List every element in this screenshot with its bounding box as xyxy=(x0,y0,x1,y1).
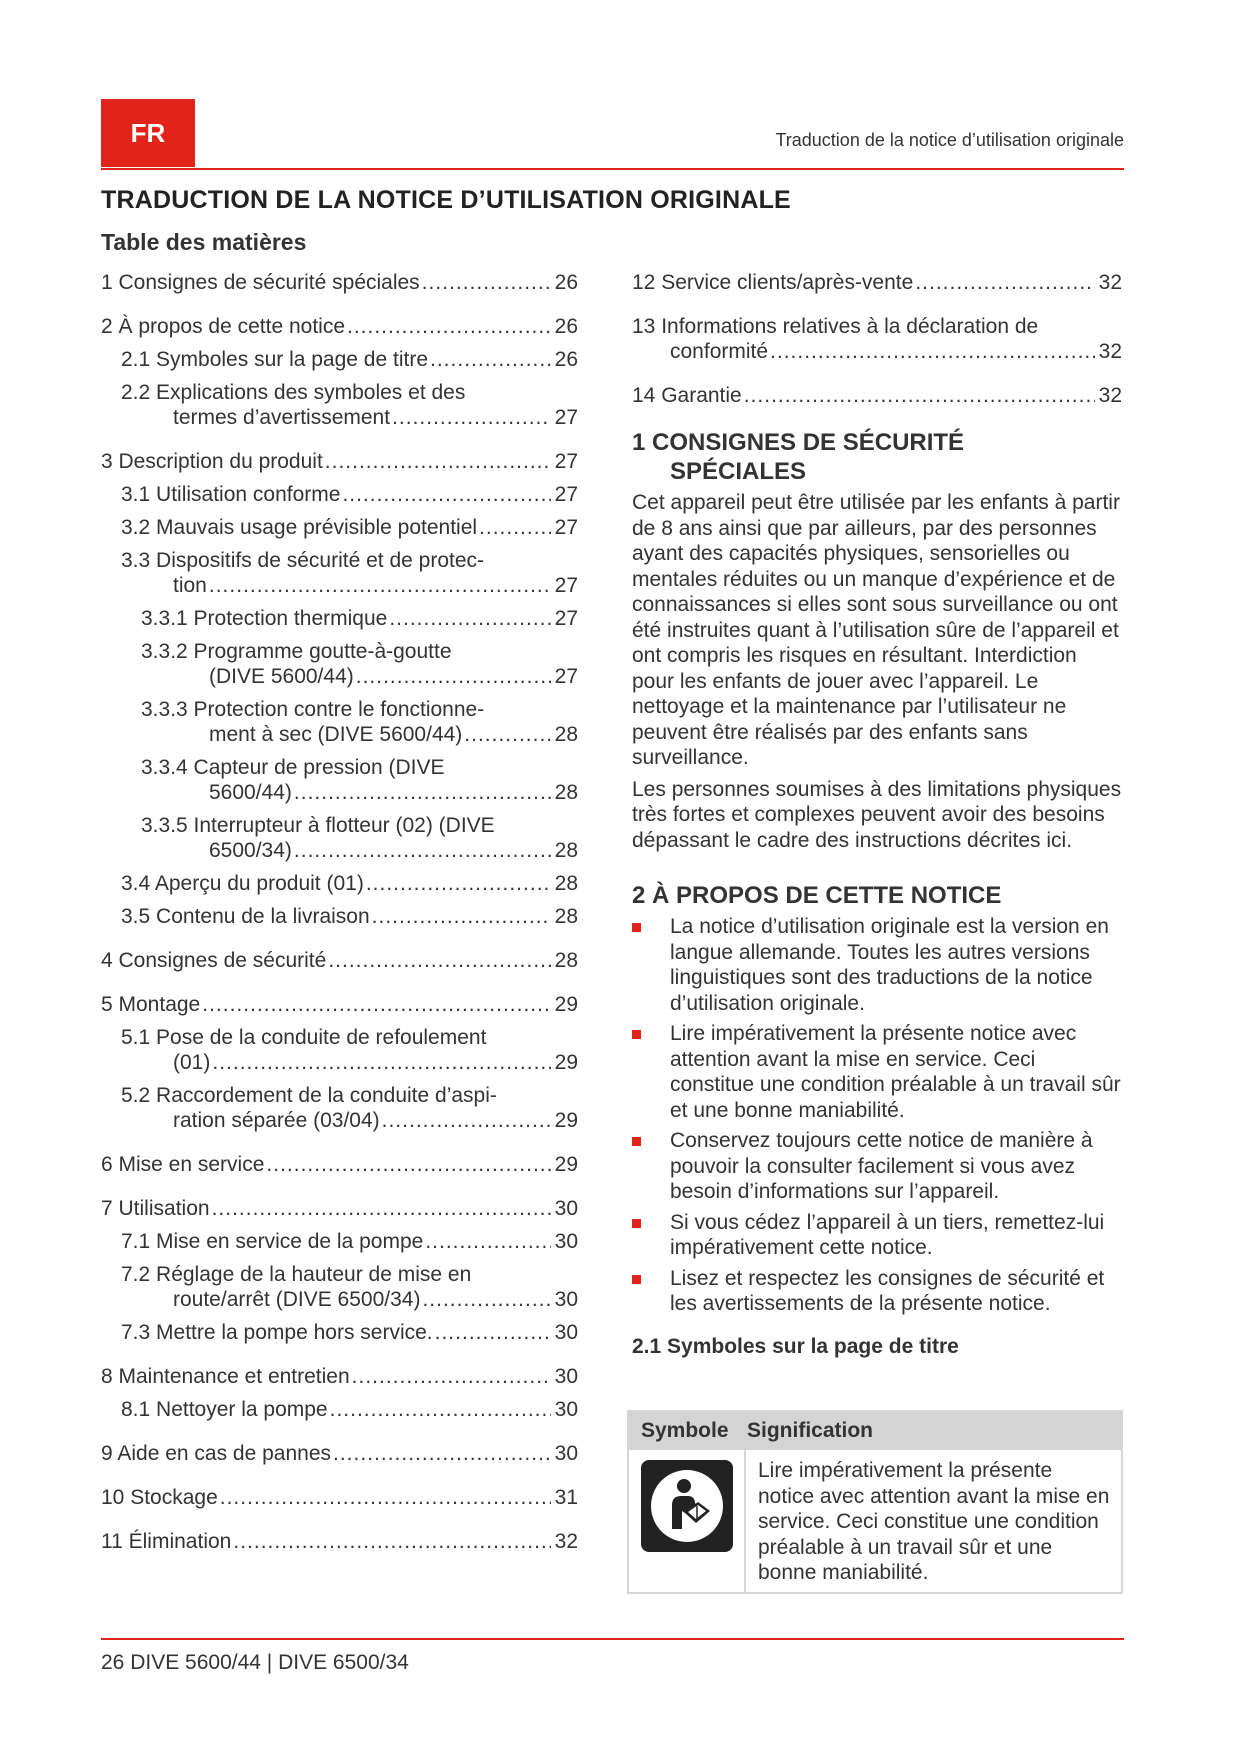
toc-leader xyxy=(382,1108,551,1133)
toc-page-number: 27 xyxy=(554,574,578,597)
toc-entry-label: route/arrêt (DIVE 6500/34) xyxy=(173,1288,421,1311)
toc-entry[interactable] xyxy=(632,314,1122,364)
toc-entry-label: 10 Stockage xyxy=(101,1486,218,1509)
toc-leader xyxy=(435,1320,551,1345)
toc-entry-label: 5.1 Pose de la conduite de refoulement xyxy=(121,1026,487,1049)
toc-page-number: 29 xyxy=(554,1153,578,1176)
toc-leader xyxy=(422,1287,550,1312)
bullet-marker xyxy=(632,1030,641,1039)
running-header: Traduction de la notice d’utilisation originale xyxy=(775,130,1124,150)
toc-entry[interactable] xyxy=(101,347,578,372)
toc-entry-label: 6500/34) xyxy=(209,839,292,862)
toc-entry-label: 3 Description du produit xyxy=(101,450,323,473)
toc-heading: Table des matières xyxy=(101,229,307,255)
toc-entry-label: 3.3.4 Capteur de pression (DIVE xyxy=(141,756,445,779)
list-item xyxy=(632,1021,1122,1123)
section-2-1-heading: 2.1 Symboles sur la page de titre xyxy=(632,1334,959,1358)
language-code: FR xyxy=(130,117,166,148)
language-tab xyxy=(101,99,195,167)
toc-entry[interactable] xyxy=(101,270,578,295)
section-1-heading xyxy=(632,428,1122,486)
toc-entry-label: ration séparée (03/04) xyxy=(173,1109,380,1132)
toc-entry[interactable] xyxy=(101,948,578,973)
toc-entry-label: 7.1 Mise en service de la pompe xyxy=(121,1230,424,1253)
toc-entry-label: 2 À propos de cette notice xyxy=(101,315,345,338)
toc-entry-label: 3.4 Aperçu du produit (01) xyxy=(121,872,364,895)
toc-leader xyxy=(425,1229,550,1254)
toc-leader xyxy=(479,515,551,540)
table-of-contents xyxy=(101,270,578,1554)
toc-page-number: 30 xyxy=(554,1398,578,1421)
list-item xyxy=(632,1210,1122,1261)
toc-entry-label: 8.1 Nettoyer la pompe xyxy=(121,1398,328,1421)
toc-page-number: 27 xyxy=(554,483,578,506)
toc-entry[interactable] xyxy=(632,383,1122,408)
toc-page-number: 30 xyxy=(554,1288,578,1311)
toc-leader xyxy=(325,449,551,474)
toc-entry[interactable] xyxy=(101,606,578,631)
toc-entry-label: (DIVE 5600/44) xyxy=(209,665,354,688)
header-divider xyxy=(101,168,1124,170)
document-title: TRADUCTION DE LA NOTICE D’UTILISATION ORIGINALE xyxy=(101,186,791,214)
toc-entry[interactable] xyxy=(101,1320,578,1345)
toc-entry[interactable] xyxy=(101,1083,578,1133)
toc-page-number: 26 xyxy=(554,348,578,371)
toc-page-number: 28 xyxy=(554,872,578,895)
symbol-table xyxy=(627,1410,1123,1594)
toc-page-number: 29 xyxy=(554,1109,578,1132)
toc-entry-label: 7.3 Mettre la pompe hors service. xyxy=(121,1321,433,1344)
toc-page-number: 27 xyxy=(554,607,578,630)
toc-entry-label: 3.3 Dispositifs de sécurité et de protec- xyxy=(121,549,485,572)
section-1-heading-line1: 1 CONSIGNES DE SÉCURITÉ xyxy=(632,429,965,456)
toc-entry[interactable] xyxy=(101,871,578,896)
toc-entry[interactable] xyxy=(101,1152,578,1177)
toc-entry-label: 11 Élimination xyxy=(101,1530,232,1553)
toc-page-number: 30 xyxy=(554,1442,578,1465)
toc-entry-label: 5 Montage xyxy=(101,993,201,1016)
toc-leader xyxy=(915,270,1094,295)
toc-page-number: 28 xyxy=(554,723,578,746)
toc-entry-label: 12 Service clients/après-vente xyxy=(632,271,914,294)
toc-leader xyxy=(333,1441,551,1466)
column-header-symbol: Symbole xyxy=(641,1419,729,1442)
toc-entry[interactable] xyxy=(101,515,578,540)
toc-leader xyxy=(342,482,550,507)
toc-page-number: 32 xyxy=(1098,340,1122,363)
toc-leader xyxy=(430,347,551,372)
section-1-heading-line2: SPÉCIALES xyxy=(670,458,807,485)
footer-divider xyxy=(101,1638,1124,1640)
toc-entry[interactable] xyxy=(101,1262,578,1312)
section-2-heading: 2 À PROPOS DE CETTE NOTICE xyxy=(632,882,1002,909)
toc-page-number: 30 xyxy=(554,1365,578,1388)
toc-entry[interactable] xyxy=(101,482,578,507)
toc-page-number: 32 xyxy=(1098,384,1122,407)
toc-entry-label: conformité xyxy=(670,340,769,363)
toc-page-number: 27 xyxy=(554,406,578,429)
toc-entry-label: 4 Consignes de sécurité xyxy=(101,949,327,972)
right-column xyxy=(632,270,1122,1359)
toc-page-number: 28 xyxy=(554,905,578,928)
list-item-text: Si vous cédez l’appareil à un tiers, remettez-lui impérativement cette notice. xyxy=(670,1210,1105,1259)
notice-bullet-list xyxy=(632,914,1122,1317)
toc-entry-label: 3.2 Mauvais usage prévisible potentiel xyxy=(121,516,478,539)
toc-page-number: 26 xyxy=(554,315,578,338)
toc-entry-label: 5600/44) xyxy=(209,781,292,804)
toc-entry[interactable] xyxy=(101,1441,578,1466)
toc-leader xyxy=(389,606,550,631)
list-item xyxy=(632,1266,1122,1317)
toc-entry-label: 2.1 Symboles sur la page de titre xyxy=(121,348,429,371)
toc-entry[interactable] xyxy=(101,380,578,430)
toc-leader xyxy=(266,1152,550,1177)
table-of-contents-continued xyxy=(632,270,1122,408)
list-item xyxy=(632,1128,1122,1205)
toc-entry-label: 1 Consignes de sécurité spéciales xyxy=(101,271,420,294)
safety-paragraph: Cet appareil peut être utilisée par les enfants à partir de 8 ans ainsi que par ailleurs, par des personnes ayant des capacités physiques, sensorielles ou mentales réduites ou un manque d’expérience et de connaissances si elles sont sous surveillance ou ont été instruites quant à l’utilisation sûre de l’appareil et ont compris les risques en résultant. Interdiction pour les enfants de jouer avec l’appareil. Le nettoyage et la maintenance par l’utilisateur ne peuvent être réalisés par des enfants sans surveillance. xyxy=(632,491,1120,769)
toc-entry-label: 3.1 Utilisation conforme xyxy=(121,483,341,506)
toc-entry[interactable] xyxy=(101,1485,578,1510)
toc-leader xyxy=(464,722,550,747)
bullet-marker xyxy=(632,1137,641,1146)
toc-entry[interactable] xyxy=(101,548,578,598)
toc-page-number: 27 xyxy=(554,516,578,539)
toc-entry-label: 3.5 Contenu de la livraison xyxy=(121,905,370,928)
symbol-table-header xyxy=(629,1412,1121,1450)
toc-leader xyxy=(328,948,550,973)
toc-entry-label: 6 Mise en service xyxy=(101,1153,265,1176)
toc-entry[interactable] xyxy=(101,1229,578,1254)
toc-page-number: 26 xyxy=(554,271,578,294)
bullet-marker xyxy=(632,1275,641,1284)
toc-entry-label: 7.2 Réglage de la hauteur de mise en xyxy=(121,1263,472,1286)
toc-page-number: 27 xyxy=(554,665,578,688)
toc-entry-label: 2.2 Explications des symboles et des xyxy=(121,381,466,404)
page-footer: 26 DIVE 5600/44 | DIVE 6500/34 xyxy=(101,1651,409,1674)
toc-entry-label: 9 Aide en cas de pannes xyxy=(101,1442,332,1465)
toc-leader xyxy=(233,1529,550,1554)
toc-leader xyxy=(422,270,551,295)
toc-entry-label: termes d’avertissement xyxy=(173,406,391,429)
limitations-paragraph: Les personnes soumises à des limitations physiques très fortes et complexes peuvent avoir des besoins dépassant le cadre des instructions décrites ici. xyxy=(632,777,1122,852)
toc-page-number: 29 xyxy=(554,1051,578,1074)
toc-leader xyxy=(392,405,551,430)
toc-entry-label: 14 Garantie xyxy=(632,384,742,407)
toc-entry-label: 5.2 Raccordement de la conduite d’aspi- xyxy=(121,1084,497,1107)
toc-entry-label: ment à sec (DIVE 5600/44) xyxy=(209,723,463,746)
toc-leader xyxy=(770,339,1095,364)
toc-leader xyxy=(220,1485,551,1510)
toc-entry-label: 3.3.1 Protection thermique xyxy=(141,607,388,630)
toc-leader xyxy=(202,992,550,1017)
toc-leader xyxy=(356,664,551,689)
toc-entry-label: 3.3.3 Protection contre le fonctionne- xyxy=(141,698,485,721)
bullet-marker xyxy=(632,923,641,932)
toc-entry-label: tion xyxy=(173,574,207,597)
toc-leader xyxy=(366,871,551,896)
list-item-text: La notice d’utilisation originale est la version en langue allemande. Toutes les autres versions linguistiques sont des traductions de la notice d’utilisation originale. xyxy=(670,915,1109,1015)
toc-page-number: 30 xyxy=(554,1230,578,1253)
toc-entry-label: 3.3.2 Programme goutte-à-goutte xyxy=(141,640,452,663)
toc-leader xyxy=(347,314,551,339)
toc-page-number: 30 xyxy=(554,1197,578,1220)
toc-entry[interactable] xyxy=(101,813,578,863)
toc-entry[interactable] xyxy=(101,697,578,747)
list-item-text: Lire impérativement la présente notice avec attention avant la mise en service. Ceci constitue une condition préalable à un travail sûr et une bonne maniabilité. xyxy=(670,1022,1121,1122)
toc-entry[interactable] xyxy=(101,1529,578,1554)
list-item-text: Conservez toujours cette notice de manière à pouvoir la consulter facilement si vous avez besoin d’informations sur l’appareil. xyxy=(670,1129,1093,1203)
toc-entry[interactable] xyxy=(101,1364,578,1389)
toc-leader xyxy=(209,573,551,598)
toc-page-number: 31 xyxy=(554,1486,578,1509)
toc-entry-label: 13 Informations relatives à la déclaration de xyxy=(632,315,1039,338)
toc-entry[interactable] xyxy=(101,1025,578,1075)
symbol-cell xyxy=(629,1450,746,1592)
toc-entry[interactable] xyxy=(101,992,578,1017)
toc-page-number: 29 xyxy=(554,993,578,1016)
list-item-text: Lisez et respectez les consignes de sécurité et les avertissements de la présente notice. xyxy=(670,1266,1105,1315)
toc-entry[interactable] xyxy=(101,1397,578,1422)
toc-entry[interactable] xyxy=(101,1196,578,1221)
toc-entry-label: 8 Maintenance et entretien xyxy=(101,1365,350,1388)
bullet-marker xyxy=(632,1219,641,1228)
toc-page-number: 32 xyxy=(1098,271,1122,294)
toc-entry[interactable] xyxy=(101,314,578,339)
toc-entry-label: 7 Utilisation xyxy=(101,1197,210,1220)
toc-leader xyxy=(372,904,551,929)
toc-page-number: 32 xyxy=(554,1530,578,1553)
toc-entry[interactable] xyxy=(101,449,578,474)
toc-page-number: 30 xyxy=(554,1321,578,1344)
toc-leader xyxy=(212,1050,550,1075)
toc-entry-label: 3.3.5 Interrupteur à flotteur (02) (DIVE xyxy=(141,814,495,837)
toc-entry[interactable] xyxy=(101,755,578,805)
read-manual-icon xyxy=(641,1460,733,1552)
toc-page-number: 28 xyxy=(554,949,578,972)
column-header-meaning: Signification xyxy=(747,1419,873,1442)
toc-entry[interactable] xyxy=(101,639,578,689)
toc-leader xyxy=(330,1397,551,1422)
list-item xyxy=(632,914,1122,1016)
toc-page-number: 28 xyxy=(554,839,578,862)
toc-leader xyxy=(744,383,1095,408)
toc-entry[interactable] xyxy=(632,270,1122,295)
toc-page-number: 28 xyxy=(554,781,578,804)
toc-leader xyxy=(352,1364,551,1389)
toc-leader xyxy=(294,838,551,863)
meaning-cell: Lire impérativement la présente notice avec attention avant la mise en service. Ceci constitue une condition préalable à un travail sûr et une bonne maniabilité. xyxy=(758,1459,1110,1584)
toc-entry[interactable] xyxy=(101,904,578,929)
table-row xyxy=(629,1450,1121,1592)
toc-leader xyxy=(294,780,551,805)
toc-leader xyxy=(212,1196,551,1221)
toc-entry-label: (01) xyxy=(173,1051,211,1074)
toc-page-number: 27 xyxy=(554,450,578,473)
